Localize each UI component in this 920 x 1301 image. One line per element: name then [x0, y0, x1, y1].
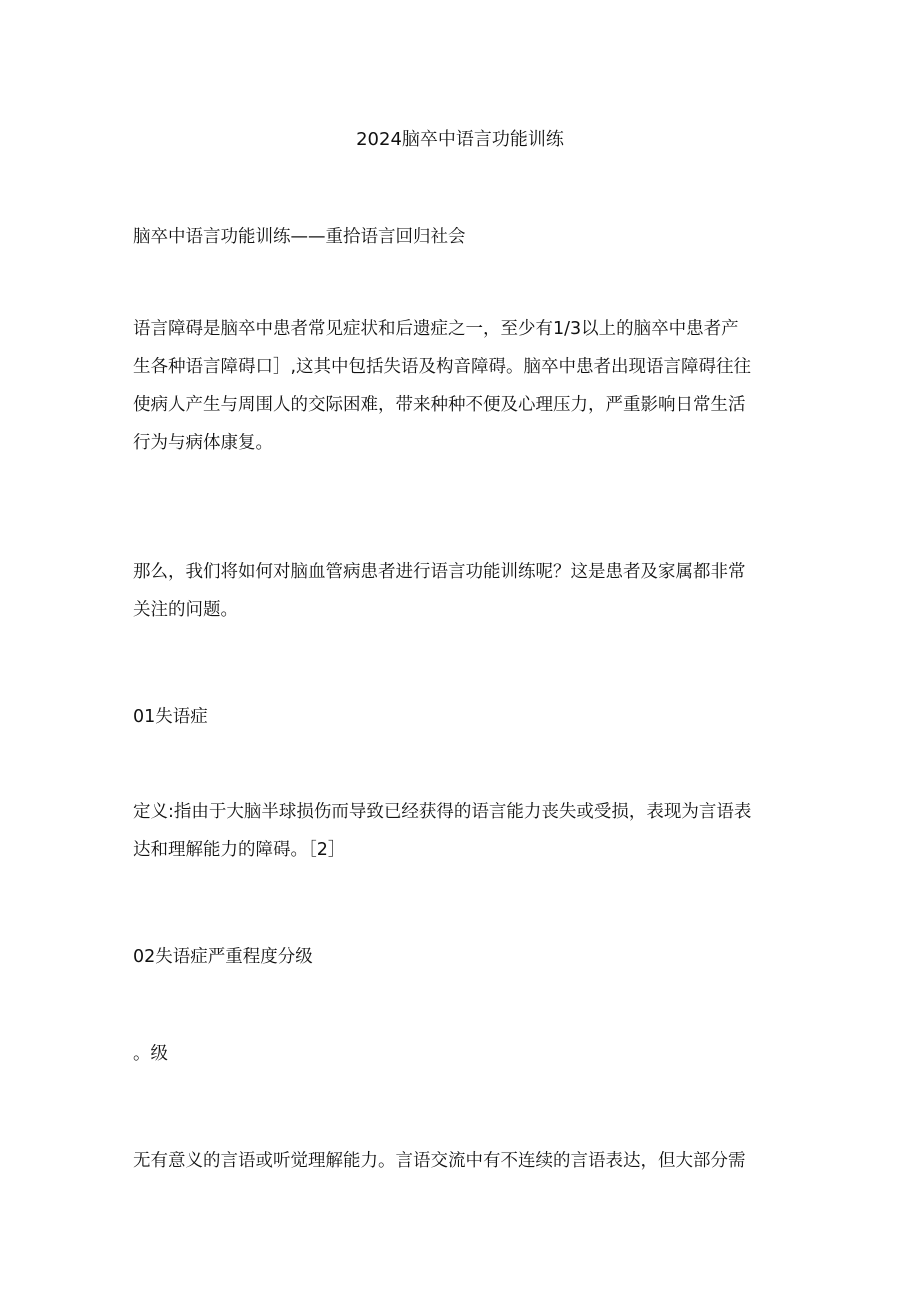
paragraph-line: 无有意义的言语或听觉理解能力。言语交流中有不连续的言语表达，但大部分需 — [133, 1151, 746, 1171]
paragraph-line: 生各种语言障碍口］,这其中包括失语及构音障碍。脑卒中患者出现语言障碍往往 — [133, 357, 752, 377]
paragraph-line: 那么，我们将如何对脑血管病患者进行语言功能训练呢？这是患者及家属都非常 — [133, 562, 746, 582]
paragraph-line: 定义:指由于大脑半球损伤而导致已经获得的语言能力丧失或受损，表现为言语表 — [133, 802, 752, 822]
section-heading-aphasia: 01失语症 — [133, 707, 208, 727]
intro-paragraph — [133, 310, 793, 462]
definition-paragraph — [133, 793, 793, 869]
section-heading-severity: 02失语症严重程度分级 — [133, 947, 313, 967]
paragraph-line: 关注的问题。 — [133, 600, 238, 620]
paragraph-line: 达和理解能力的障碍。［2］ — [133, 840, 346, 860]
grade-description-paragraph — [133, 1142, 793, 1180]
paragraph-line: 行为与病体康复。 — [133, 433, 273, 453]
document-title: 2024脑卒中语言功能训练 — [356, 129, 564, 150]
question-paragraph — [133, 553, 793, 629]
grade-label: 。级 — [133, 1044, 168, 1064]
document-subtitle: 脑卒中语言功能训练——重拾语言回归社会 — [133, 227, 466, 247]
paragraph-line: 使病人产生与周围人的交际困难，带来种种不便及心理压力，严重影响日常生活 — [133, 395, 746, 415]
paragraph-line: 语言障碍是脑卒中患者常见症状和后遗症之一，至少有1/3以上的脑卒中患者产 — [133, 319, 739, 339]
